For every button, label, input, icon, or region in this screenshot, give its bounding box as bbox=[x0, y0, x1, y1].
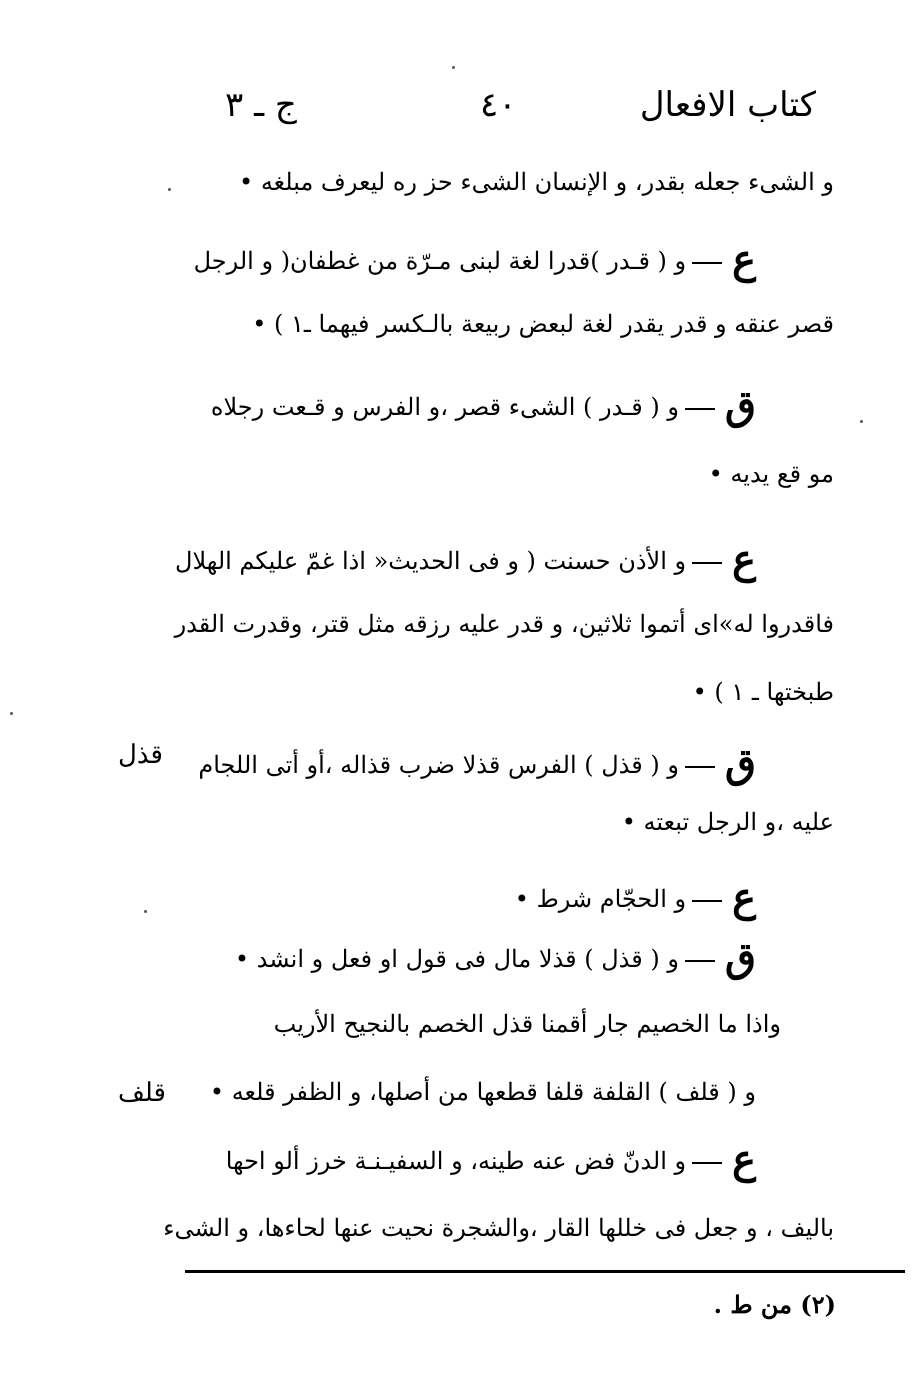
line-text: واذا ما الخصيم جار أقمنا قذل الخصم بالنجيح الأريب bbox=[273, 1010, 781, 1038]
text-line-3 bbox=[252, 312, 834, 336]
entry-marker: ع bbox=[732, 536, 756, 583]
text-line-7 bbox=[175, 612, 834, 636]
text-line-14 bbox=[210, 1080, 756, 1104]
dash-separator bbox=[685, 960, 715, 962]
scan-speck bbox=[860, 420, 863, 423]
text-line-16 bbox=[163, 1216, 834, 1240]
line-text: و الحجّام شرط • bbox=[514, 885, 687, 913]
text-line-4 bbox=[210, 382, 756, 429]
text-line-11 bbox=[514, 874, 756, 921]
footnote-rule bbox=[185, 1270, 905, 1273]
line-text: و ( قذل ) قذلا مال فى قول او فعل و انشد • bbox=[234, 945, 679, 973]
entry-marker: ع bbox=[732, 874, 756, 921]
book-title: كتاب الافعال bbox=[639, 85, 816, 125]
text-line-10 bbox=[622, 810, 834, 834]
scan-speck bbox=[452, 66, 455, 69]
line-text: عليه ،و الرجل تبعته • bbox=[621, 808, 834, 836]
line-text: باليف ، و جعل فى خللها القار ،والشجرة نحيت عنها لحاءها، و الشىء bbox=[163, 1214, 834, 1242]
margin-word-qadhal: قذل bbox=[118, 740, 163, 770]
text-line-5 bbox=[709, 462, 834, 486]
volume-label: ج ـ ٣ bbox=[225, 85, 297, 125]
line-text: طبختها ـ ١ ) • bbox=[692, 678, 834, 706]
entry-marker: ق bbox=[724, 382, 756, 429]
line-text: فاقدروا له»اى أتموا ثلاثين، و قدر عليه رزقه مثل قتر، وقدرت القدر bbox=[174, 610, 834, 638]
text-line-12 bbox=[234, 934, 756, 981]
line-text: و ( قـدر ) الشىء قصر ،و الفرس و قـعت رجلاه bbox=[210, 393, 679, 421]
entry-marker: ع bbox=[732, 236, 756, 283]
line-text: و الدنّ فض عنه طينه، و السفيـنـة خرز ألو احها bbox=[225, 1147, 687, 1175]
verse-line bbox=[274, 1012, 781, 1036]
dash-separator bbox=[685, 408, 715, 410]
page-number: ٤٠ bbox=[480, 85, 517, 125]
dash-separator bbox=[692, 562, 722, 564]
text-line-9 bbox=[198, 740, 756, 787]
text-line-15 bbox=[225, 1136, 756, 1183]
scan-speck bbox=[168, 188, 171, 191]
dash-separator bbox=[685, 766, 715, 768]
entry-marker: ع bbox=[732, 1136, 756, 1183]
text-line-6 bbox=[175, 536, 756, 583]
text-line-2 bbox=[193, 236, 756, 283]
line-text: قصر عنقه و قدر يقدر لغة لبعض ربيعة بالـكسر فيهما ـ١ ) • bbox=[252, 310, 834, 338]
entry-marker: ق bbox=[724, 740, 756, 787]
line-text: و ( قـدر )قدرا لغة لبنى مـرّة من غطفان( و الرجل bbox=[193, 247, 687, 275]
dash-separator bbox=[692, 1162, 722, 1164]
dash-separator bbox=[692, 900, 722, 902]
footnote: (٢) من ط . bbox=[713, 1290, 836, 1319]
line-text: و الأذن حسنت ( و فى الحديث« اذا غمّ عليكم الهلال bbox=[175, 547, 687, 575]
line-text: و ( قذل ) الفرس قذلا ضرب قذاله ،أو أتى اللجام bbox=[198, 751, 679, 779]
line-text: مو قع يديه • bbox=[708, 460, 834, 488]
line-text: و الشىء جعله بقدر، و الإنسان الشىء حز ره ليعرف مبلغه • bbox=[239, 168, 834, 196]
text-line-1 bbox=[239, 170, 834, 194]
entry-marker: ق bbox=[724, 934, 756, 981]
scan-speck bbox=[10, 712, 13, 715]
margin-word-qalaf: قلف bbox=[118, 1078, 166, 1108]
text-line-8 bbox=[693, 680, 834, 704]
line-text: و ( قلف ) القلفة قلفا قطعها من أصلها، و الظفر قلعه • bbox=[209, 1078, 756, 1106]
dash-separator bbox=[692, 262, 722, 264]
scan-speck bbox=[144, 910, 147, 913]
